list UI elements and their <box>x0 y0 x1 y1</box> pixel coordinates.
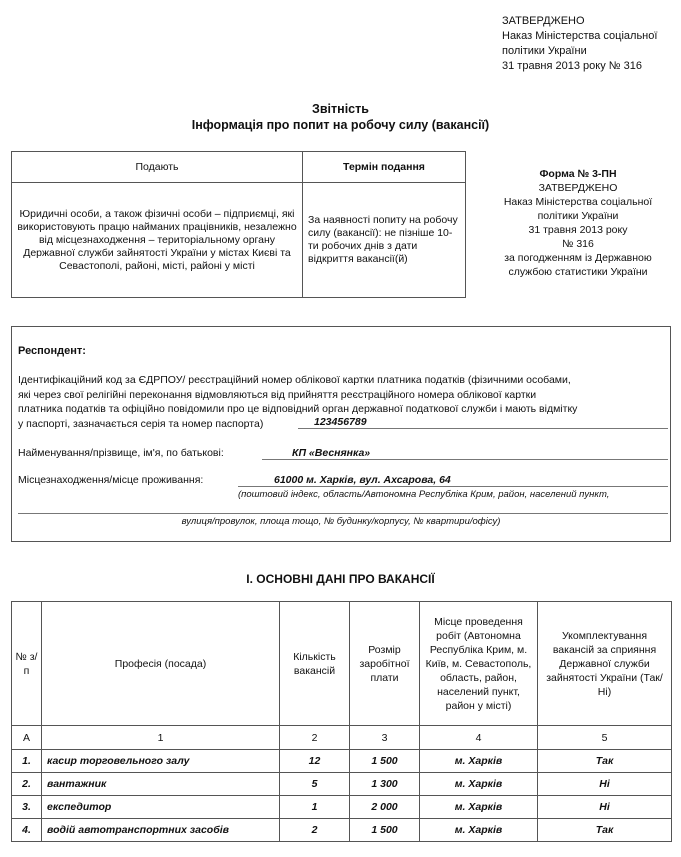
row-count: 5 <box>280 773 350 796</box>
document-titles <box>0 101 681 133</box>
submitters-text: Юридичні особи, а також фізичні особи – підприємці, які використовують працю найманих працівників, незалежно від місцезнаходження – територіальному органу Державної служби зайнятості України у містах Києві та Севастополі, районі, місті, районі у місті <box>12 183 303 298</box>
address-hint: вулиця/провулок, площа тощо, № будинку/корпусу, № квартири/офісу) <box>181 516 501 527</box>
approval-line: політики України <box>502 45 587 57</box>
vacancy-table <box>11 601 672 842</box>
location-label: Місцезнаходження/місце проживання: <box>18 474 204 486</box>
row-staffed: Так <box>538 819 672 842</box>
index-cell: 1 <box>42 726 280 750</box>
table-row <box>12 819 672 842</box>
form-number: Форма № 3-ПН <box>539 168 617 180</box>
approval-line: 31 травня 2013 року № 316 <box>502 60 642 72</box>
approval-line: Наказ Міністерства соціальної <box>502 30 658 42</box>
vacancy-index-row <box>12 726 672 750</box>
row-salary: 1 500 <box>350 750 420 773</box>
row-count: 1 <box>280 796 350 819</box>
form-info-line: політики України <box>537 210 619 222</box>
document-subtitle: Інформація про попит на робочу силу (вакансії) <box>191 118 490 132</box>
deadline-header: Термін подання <box>303 152 466 183</box>
row-salary: 1 500 <box>350 819 420 842</box>
respondent-box <box>11 326 671 542</box>
row-place: м. Харків <box>420 796 538 819</box>
row-num: 2. <box>12 773 42 796</box>
row-place: м. Харків <box>420 819 538 842</box>
id-description-line: у паспорті, зазначається серія та номер паспорта) <box>18 417 264 430</box>
index-cell: А <box>12 726 42 750</box>
row-num: 1. <box>12 750 42 773</box>
id-description-line: платника податків та офіційно повідомили про це відповідний орган державної податкової служби і мають відмітку <box>18 403 578 415</box>
vacancy-header-row <box>12 602 672 726</box>
table-row <box>12 750 672 773</box>
approval-line: ЗАТВЕРДЖЕНО <box>502 15 585 27</box>
approval-header <box>502 14 678 74</box>
row-count: 12 <box>280 750 350 773</box>
index-cell: 5 <box>538 726 672 750</box>
submitters-header: Подають <box>12 152 303 183</box>
row-profession: експедитор <box>42 796 280 819</box>
table-row <box>12 773 672 796</box>
form-info-line: № 316 <box>562 238 594 250</box>
header-salary: Розмір заробітної плати <box>350 602 420 726</box>
header-profession: Професія (посада) <box>42 602 280 726</box>
row-profession: касир торговельного залу <box>42 750 280 773</box>
form-info-line: 31 травня 2013 року <box>528 224 628 236</box>
row-profession: вантажник <box>42 773 280 796</box>
respondent-heading: Респондент: <box>18 345 86 357</box>
id-value: 123456789 <box>314 416 367 428</box>
row-count: 2 <box>280 819 350 842</box>
header-count: Кількість вакансій <box>280 602 350 726</box>
header-num: № з/п <box>12 602 42 726</box>
row-staffed: Так <box>538 750 672 773</box>
form-info-line: за погодженням із Державною <box>504 252 652 264</box>
form-info-line: службою статистики України <box>508 266 648 278</box>
location-value: 61000 м. Харків, вул. Ахсарова, 64 <box>274 474 451 486</box>
row-profession: водій автотранспортних засобів <box>42 819 280 842</box>
address-underline <box>18 503 668 514</box>
row-staffed: Ні <box>538 796 672 819</box>
form-info-line: Наказ Міністерства соціальної <box>503 196 653 208</box>
deadline-text: За наявності попиту на робочу силу (вакансії): не пізніше 10-ти робочих днів з дати відкриття вакансії(й) <box>303 183 466 298</box>
index-cell: 4 <box>420 726 538 750</box>
name-label: Найменування/прізвище, ім'я, по батькові: <box>18 447 224 459</box>
row-staffed: Ні <box>538 773 672 796</box>
id-description-line: Ідентифікаційний код за ЄДРПОУ/ реєстраційний номер облікової картки платника податків (фізичними особами, <box>18 374 571 386</box>
row-place: м. Харків <box>420 773 538 796</box>
form-info-line: ЗАТВЕРДЖЕНО <box>538 182 618 194</box>
table-row <box>12 796 672 819</box>
index-cell: 2 <box>280 726 350 750</box>
index-cell: 3 <box>350 726 420 750</box>
document-title: Звітність <box>312 102 369 116</box>
section-title: І. ОСНОВНІ ДАНІ ПРО ВАКАНСІЇ <box>246 572 435 586</box>
header-staffed: Укомплектування вакансій за сприяння Державної служби зайнятості України (Так/Ні) <box>538 602 672 726</box>
id-description-line: які через свої релігійні переконання відмовляються від прийняття реєстраційного номера облікової картки <box>18 388 537 401</box>
row-num: 3. <box>12 796 42 819</box>
location-hint: (поштовий індекс, область/Автономна Республіка Крим, район, населений пункт, <box>238 489 610 500</box>
row-place: м. Харків <box>420 750 538 773</box>
row-salary: 1 300 <box>350 773 420 796</box>
form-info <box>478 167 678 279</box>
name-value: КП «Веснянка» <box>292 447 371 459</box>
header-place: Місце проведення робіт (Автономна Республіка Крим, м. Київ, м. Севастополь, область, район, населений пункт, район у місті) <box>420 602 538 726</box>
row-salary: 2 000 <box>350 796 420 819</box>
row-num: 4. <box>12 819 42 842</box>
submission-table <box>11 151 466 298</box>
